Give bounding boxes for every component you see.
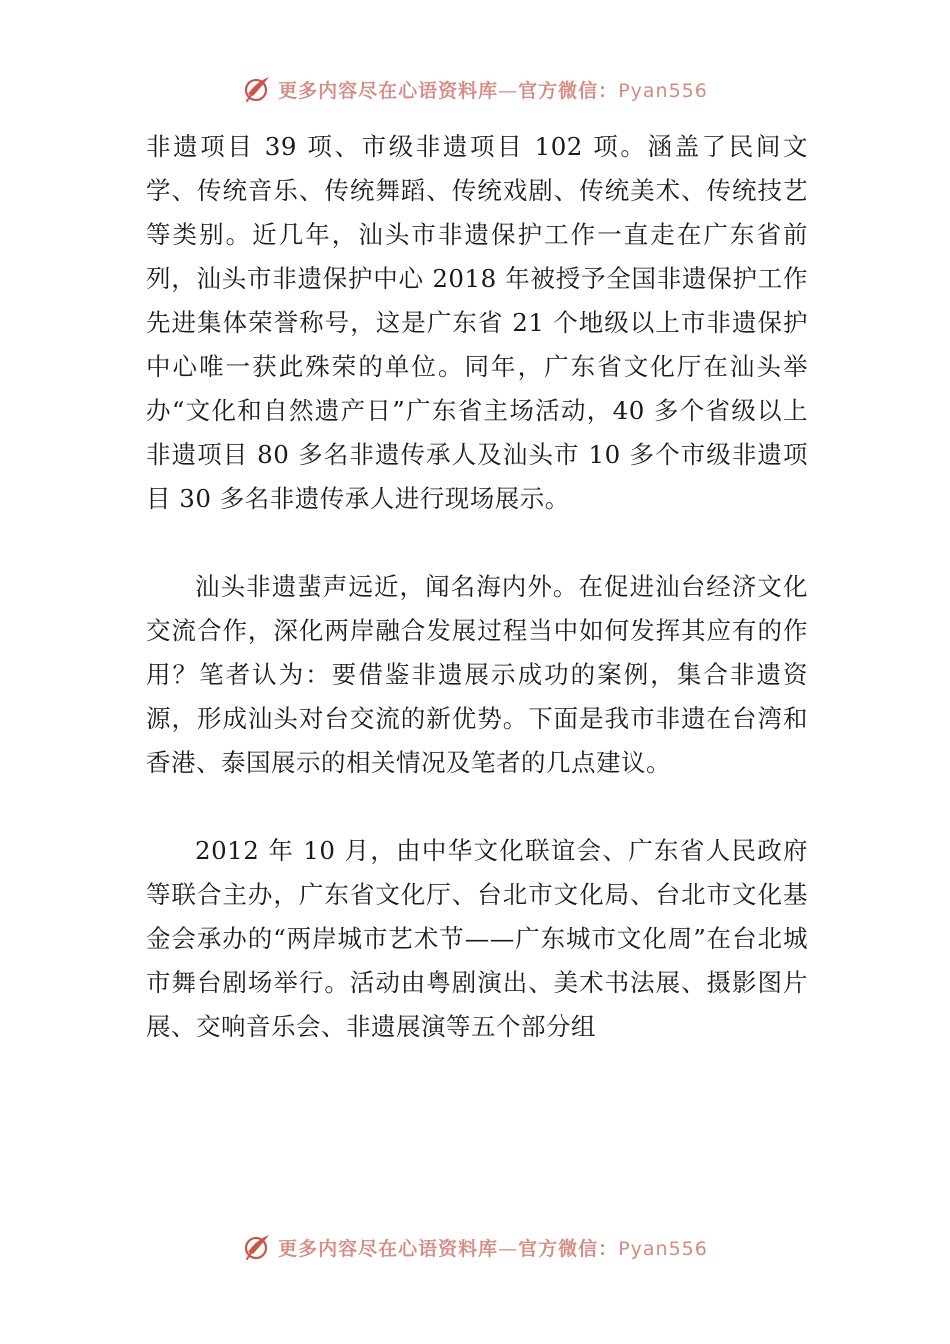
header-watermark (0, 74, 950, 104)
paragraph-3: 2012 年 10 月，由中华文化联谊会、广东省人民政府等联合主办，广东省文化厅、台北市文化局、台北市文化基金会承办的“两岸城市艺术节——广东城市文化周”在台北城市舞台剧场举行。活动由粤剧演出、美术书法展、摄影图片展、交响音乐会、非遗展演等五个部分组 (146, 836, 808, 1041)
paragraph-1: 非遗项目 39 项、市级非遗项目 102 项。涵盖了民间文学、传统音乐、传统舞蹈、传统戏剧、传统美术、传统技艺等类别。近几年，汕头市非遗保护工作一直走在广东省前列，汕头市非遗保护中心 2018 年被授予全国非遗保护工作先进集体荣誉称号，这是广东省 21 个地级以上市非遗保护中心唯一获此殊荣的单位。同年，广东省文化厅在汕头举办“文化和自然遗产日”广东省主场活动，40 多个省级以上非遗项目 80 多名非遗传承人及汕头市 10 多个市级非遗项目 30 多名非遗传承人进行现场展示。 (146, 132, 808, 513)
paragraph-2: 汕头非遗蜚声远近，闻名海内外。在促进汕台经济文化交流合作，深化两岸融合发展过程当中如何发挥其应有的作用？笔者认为：要借鉴非遗展示成功的案例，集合非遗资源，形成汕头对台交流的新优势。下面是我市非遗在台湾和香港、泰国展示的相关情况及笔者的几点建议。 (146, 572, 808, 777)
footer-watermark (0, 1232, 950, 1262)
watermark-text: 更多内容尽在心语资料库—官方微信：Pyan556 (278, 1237, 708, 1260)
document-body (146, 125, 808, 1049)
watermark-text: 更多内容尽在心语资料库—官方微信：Pyan556 (278, 79, 708, 102)
quill-seal-icon (242, 74, 272, 104)
quill-seal-icon (242, 1232, 272, 1262)
